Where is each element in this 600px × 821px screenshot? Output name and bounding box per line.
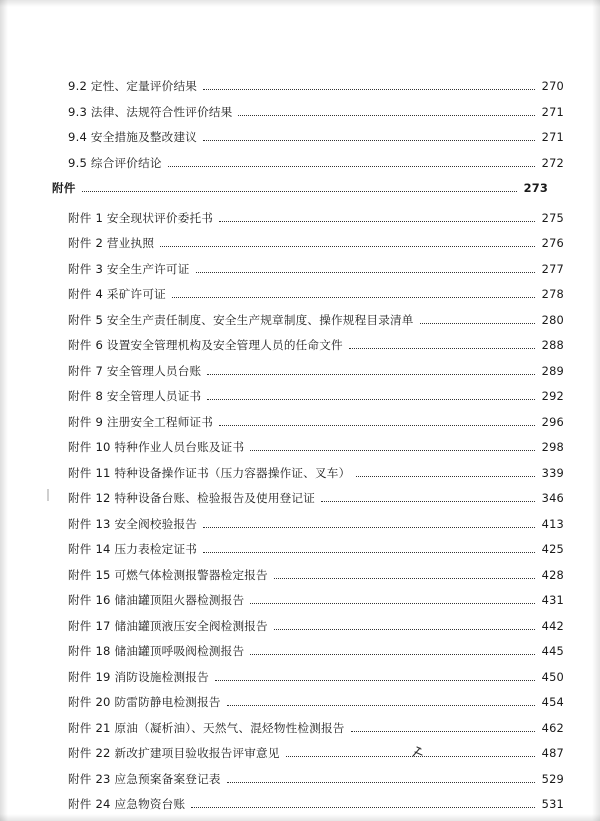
toc-entry-label: 附件 23 应急预案备案登记表	[68, 771, 221, 786]
toc-entry-label: 附件 1 安全现状评价委托书	[68, 210, 214, 225]
toc-entry-label: 9.3 法律、法规符合性评价结果	[68, 104, 233, 119]
toc-entry-page-number: 272	[541, 155, 564, 170]
toc-leader-dots	[420, 322, 535, 324]
toc-entry-label: 9.5 综合评价结论	[68, 155, 162, 170]
toc-entry-page-number: 288	[541, 338, 564, 352]
toc-entry[interactable]	[52, 694, 564, 710]
toc-entry-label: 附件 2 营业执照	[68, 236, 155, 250]
toc-entry-page-number: 278	[541, 287, 564, 301]
toc-leader-dots	[219, 220, 535, 222]
toc-entry[interactable]	[52, 541, 564, 557]
toc-entry-page-number: 296	[541, 414, 564, 429]
toc-leader-dots	[172, 296, 535, 298]
toc-leader-dots	[196, 271, 535, 273]
toc-leader-dots	[219, 424, 535, 426]
toc-entry[interactable]	[52, 235, 564, 251]
toc-entry-page-number: 273	[523, 181, 548, 195]
toc-entry-label: 附件 24 应急物资台账	[68, 797, 186, 811]
toc-leader-dots	[215, 679, 535, 681]
toc-entry[interactable]	[52, 180, 548, 196]
toc-leader-dots	[203, 139, 535, 141]
toc-entry[interactable]	[52, 261, 564, 277]
toc-entry-page-number: 445	[541, 644, 564, 658]
toc-entry[interactable]	[52, 720, 564, 736]
toc-leader-dots	[349, 347, 535, 349]
toc-leader-dots	[207, 373, 534, 375]
toc-entry-page-number: 531	[541, 797, 564, 811]
toc-entry-label: 附件 13 安全阀校验报告	[68, 516, 198, 531]
toc-entry-label: 附件 5 安全生产责任制度、安全生产规章制度、操作规程目录清单	[68, 312, 414, 327]
toc-entry-label: 9.4 安全措施及整改建议	[68, 130, 198, 144]
toc-leader-dots	[203, 526, 535, 528]
toc-entry-page-number: 276	[541, 236, 564, 250]
toc-leader-dots	[227, 704, 535, 706]
toc-entry-label: 附件 6 设置安全管理机构及安全管理人员的任命文件	[68, 338, 343, 352]
toc-entry[interactable]	[52, 771, 564, 787]
toc-entry-page-number: 413	[541, 516, 564, 531]
toc-entry-page-number: 280	[541, 312, 564, 327]
toc-entry-page-number: 277	[541, 261, 564, 276]
toc-leader-dots	[207, 398, 534, 400]
toc-leader-dots	[250, 653, 534, 655]
toc-leader-dots	[227, 781, 535, 783]
toc-leader-dots	[250, 602, 534, 604]
toc-entry-page-number: 425	[541, 542, 564, 556]
toc-entry[interactable]	[52, 618, 564, 634]
toc-leader-dots	[321, 500, 535, 502]
toc-entry-page-number: 529	[541, 771, 564, 786]
toc-entry-page-number: 431	[541, 593, 564, 607]
toc-entry-label: 附件 19 消防设施检测报告	[68, 669, 209, 684]
toc-entry-label: 附件 22 新改扩建项目验收报告评审意见	[68, 746, 280, 760]
toc-entry-label: 附件 4 采矿许可证	[68, 287, 166, 301]
toc-entry-page-number: 292	[541, 389, 564, 403]
toc-leader-dots	[191, 806, 534, 808]
toc-entry[interactable]	[52, 490, 564, 506]
toc-entry[interactable]	[52, 210, 564, 226]
toc-leader-dots	[356, 475, 534, 477]
toc-entry[interactable]	[52, 643, 564, 659]
toc-leader-dots	[250, 449, 534, 451]
toc-entry-label: 附件 21 原油（凝析油）、天然气、混烃物性检测报告	[68, 720, 345, 735]
toc-entry-label: 附件 14 压力表检定证书	[68, 542, 198, 556]
toc-entry-label: 附件 3 安全生产许可证	[68, 261, 190, 276]
toc-leader-dots	[203, 88, 535, 90]
toc-entry-label: 9.2 定性、定量评价结果	[68, 79, 198, 93]
toc-entry[interactable]	[52, 129, 564, 145]
toc-entry-page-number: 271	[541, 130, 564, 144]
toc-entry-page-number: 289	[541, 363, 564, 378]
toc-leader-dots	[274, 628, 535, 630]
toc-entry-page-number: 487	[541, 746, 564, 760]
toc-entry-label: 附件 15 可燃气体检测报警器检定报告	[68, 567, 268, 582]
toc-leader-dots	[160, 245, 535, 247]
toc-entry-page-number: 454	[541, 695, 564, 709]
toc-leader-dots	[286, 755, 535, 757]
toc-entry[interactable]	[52, 592, 564, 608]
toc-entry[interactable]	[52, 104, 564, 120]
toc-entry[interactable]	[52, 567, 564, 583]
toc-entry[interactable]	[52, 363, 564, 379]
toc-entry-label: 附件 18 储油罐顶呼吸阀检测报告	[68, 644, 245, 658]
toc-entry-label: 附件	[52, 181, 76, 195]
toc-entry-page-number: 442	[541, 618, 564, 633]
toc-entry[interactable]	[52, 669, 564, 685]
table-of-contents	[52, 78, 564, 812]
toc-entry[interactable]	[52, 337, 564, 353]
toc-entry-label: 附件 10 特种作业人员台账及证书	[68, 440, 245, 454]
toc-entry-page-number: 462	[541, 720, 564, 735]
toc-entry-page-number: 271	[541, 104, 564, 119]
toc-entry[interactable]	[52, 439, 564, 455]
scan-artifact	[47, 489, 49, 501]
toc-entry[interactable]	[52, 796, 564, 812]
toc-entry-page-number: 450	[541, 669, 564, 684]
toc-entry-label: 附件 8 安全管理人员证书	[68, 389, 202, 403]
toc-entry-page-number: 346	[541, 491, 564, 505]
toc-entry-page-number: 428	[541, 567, 564, 582]
toc-leader-dots	[274, 577, 535, 579]
toc-entry-label: 附件 16 储油罐顶阻火器检测报告	[68, 593, 245, 607]
toc-entry-page-number: 270	[541, 79, 564, 93]
toc-entry-page-number: 339	[541, 465, 564, 480]
toc-entry-label: 附件 20 防雷防静电检测报告	[68, 695, 221, 709]
toc-entry-label: 附件 17 储油罐顶液压安全阀检测报告	[68, 618, 268, 633]
toc-leader-dots	[238, 114, 534, 116]
toc-entry[interactable]	[52, 155, 564, 171]
toc-entry[interactable]	[52, 286, 564, 302]
toc-entry-page-number: 275	[541, 210, 564, 225]
toc-entry[interactable]	[52, 312, 564, 328]
toc-leader-dots	[351, 730, 535, 732]
toc-entry[interactable]	[52, 516, 564, 532]
toc-entry-label: 附件 7 安全管理人员台账	[68, 363, 202, 378]
toc-entry[interactable]	[52, 745, 564, 761]
toc-leader-dots	[82, 190, 517, 192]
toc-entry[interactable]	[52, 414, 564, 430]
toc-entry[interactable]	[52, 465, 564, 481]
toc-entry-label: 附件 9 注册安全工程师证书	[68, 414, 214, 429]
toc-entry-page-number: 298	[541, 440, 564, 454]
toc-entry-label: 附件 12 特种设备台账、检验报告及使用登记证	[68, 491, 316, 505]
toc-entry-label: 附件 11 特种设备操作证书（压力容器操作证、叉车）	[68, 465, 351, 480]
toc-entry[interactable]	[52, 78, 564, 94]
toc-leader-dots	[203, 551, 535, 553]
toc-leader-dots	[168, 165, 535, 167]
toc-entry[interactable]	[52, 388, 564, 404]
